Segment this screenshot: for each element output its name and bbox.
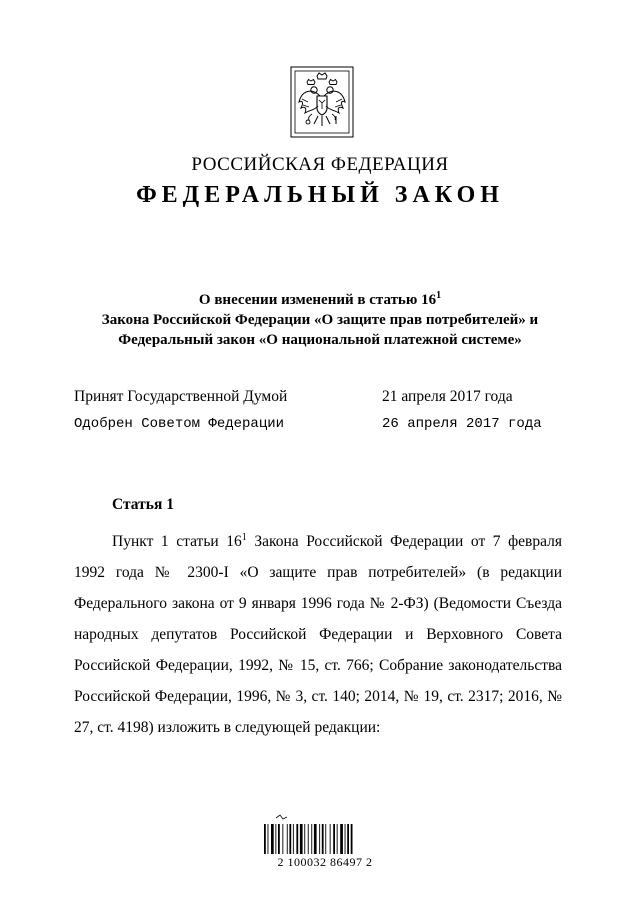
- paragraph-superscript: 1: [241, 531, 247, 543]
- article-body: [74, 526, 562, 743]
- duma-date: 21 апреля 2017 года: [382, 388, 513, 405]
- council-date: 26 апреля 2017 года: [382, 416, 542, 432]
- article-heading: Статья 1: [112, 496, 174, 513]
- duma-label: Принят Государственной Думой: [74, 388, 288, 405]
- title-line-2: Закона Российской Федерации «О защите прав потребителей» и: [101, 312, 539, 328]
- paragraph-rest: Закона Российской Федерации от 7 февраля 1992 года № 2300-I «О защите прав потребителей» (в редакции Федерального закона от 9 января 1996 года № 2-ФЗ) (Ведомости Съезда народных депутатов Российской Федерации и Верховного Совета Российской Федерации, 1992, № 15, ст. 766; Собрание законодательства Российской Федерации, 1996, № 3, ст. 140; 2014, № 19, ст. 2317; 2016, № 27, ст. 4198) изложить в следующей редакции:: [74, 533, 562, 736]
- paragraph-start: Пункт 1 статьи 16: [112, 533, 242, 550]
- coat-of-arms-icon: [290, 66, 354, 138]
- title-line-3: Федеральный закон «О национальной платежной системе»: [118, 332, 522, 348]
- barcode-number: 2 100032 86497 2: [277, 855, 373, 869]
- council-label: Одобрен Советом Федерации: [74, 416, 285, 432]
- article-paragraph: [74, 526, 562, 743]
- title-line-1: О внесении изменений в статью 16: [198, 292, 437, 308]
- law-type-heading: ФЕДЕРАЛЬНЫЙ ЗАКОН: [136, 182, 504, 208]
- title-superscript: 1: [436, 290, 442, 301]
- country-name: РОССИЙСКАЯ ФЕДЕРАЦИЯ: [191, 154, 449, 175]
- law-title: [60, 286, 580, 350]
